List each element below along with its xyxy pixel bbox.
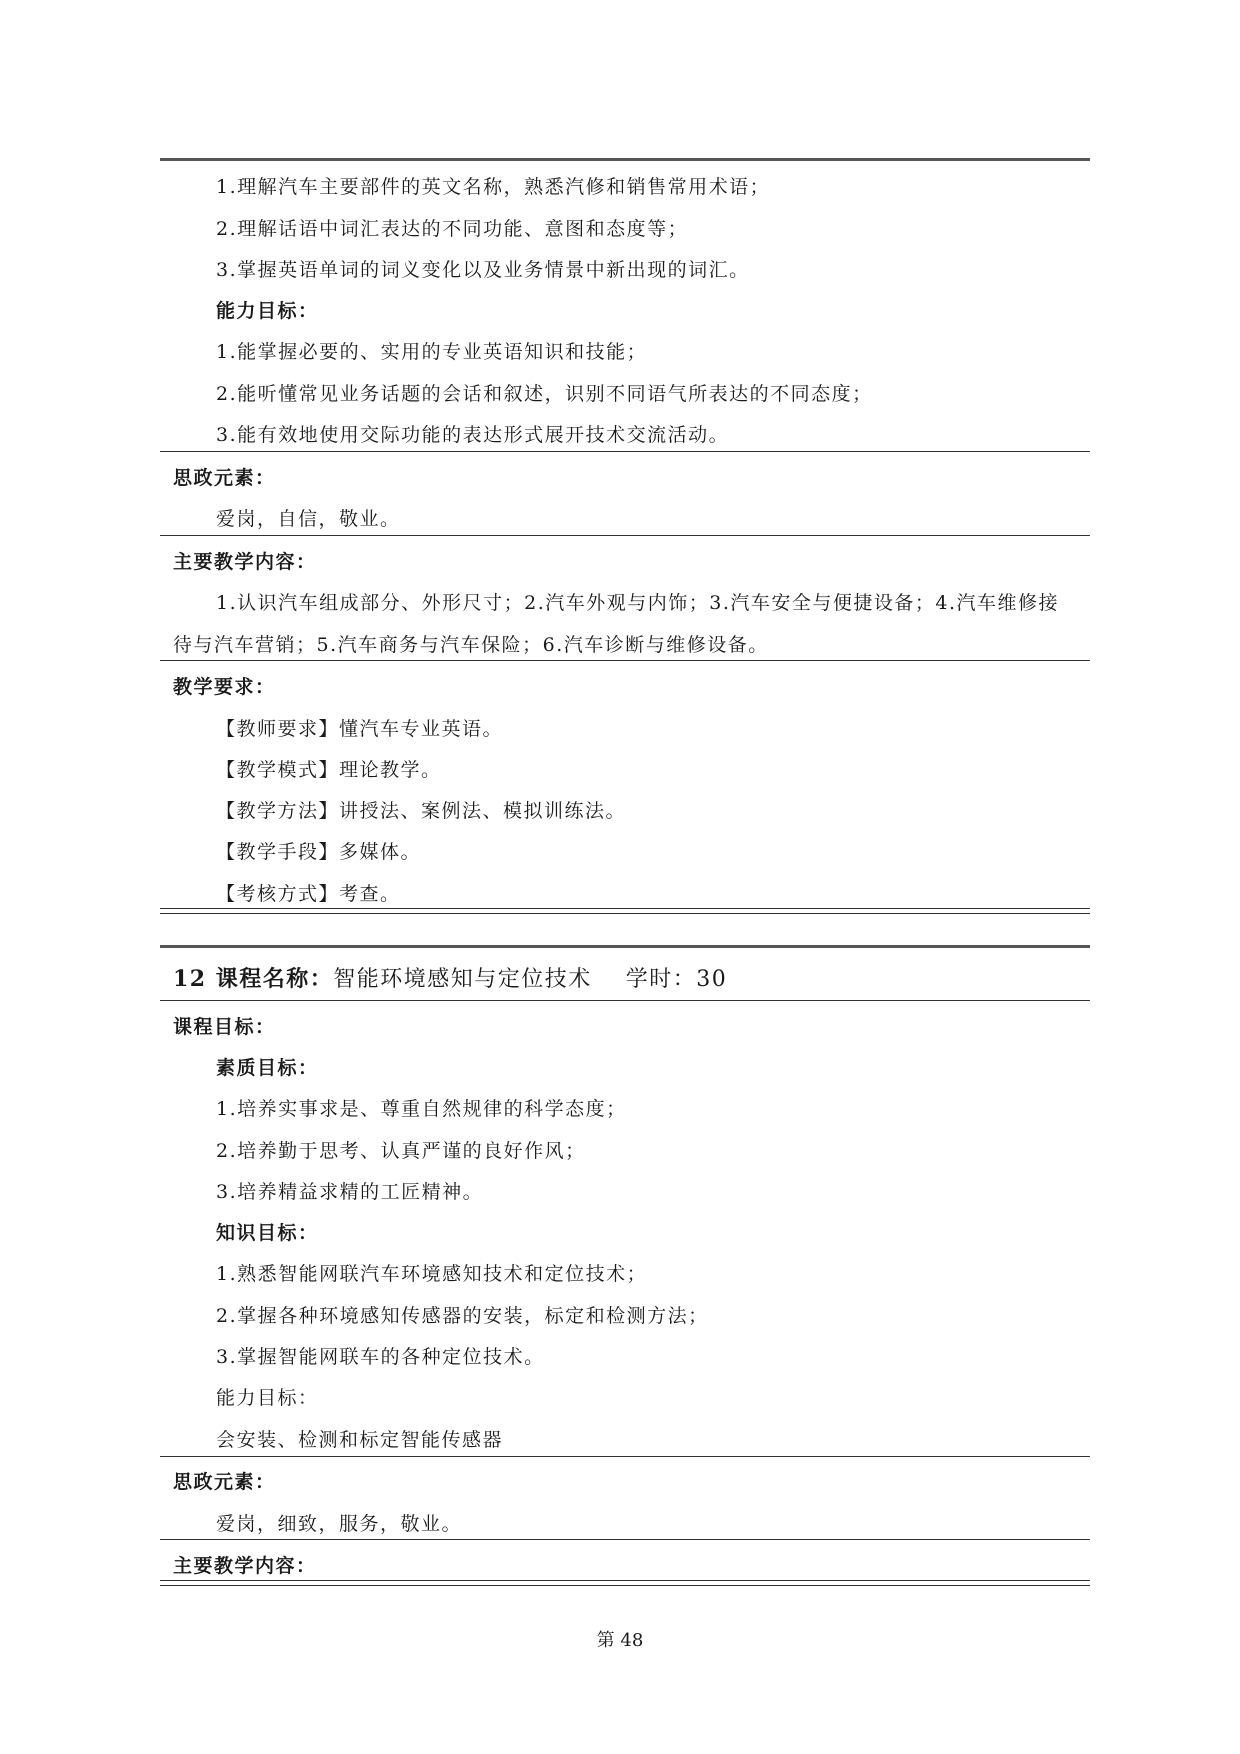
ability-text: 会安装、检测和标定智能传感器 (216, 1429, 504, 1451)
quality-item-2: 2.培养勤于思考、认真严谨的良好作风； (216, 1140, 586, 1162)
requirement-means: 【教学手段】多媒体。 (216, 841, 422, 863)
knowledge-heading: 知识目标： (216, 1222, 319, 1244)
table-top-border (160, 158, 1090, 161)
ideology-heading: 思政元素： (173, 1471, 276, 1493)
ability-heading: 能力目标： (216, 300, 319, 322)
knowledge-item-2: 2.掌握各种环境感知传感器的安装，标定和检测方法； (216, 1305, 709, 1327)
quality-item-3: 3.培养精益求精的工匠精神。 (216, 1181, 484, 1203)
ability-item-3: 3.能有效地使用交际功能的表达形式展开技术交流活动。 (216, 424, 730, 446)
page-number: 第 48 (596, 1630, 644, 1651)
quality-item-1: 1.培养实事求是、尊重自然规律的科学态度； (216, 1098, 627, 1120)
ability-item-2: 2.能听懂常见业务话题的会话和叙述，识别不同语气所表达的不同态度； (216, 383, 873, 405)
ability-item-1: 1.能掌握必要的、实用的专业英语知识和技能； (216, 341, 648, 363)
ideology-text: 爱岗，细致，服务，敬业。 (216, 1513, 463, 1535)
quality-heading: 素质目标： (216, 1057, 319, 1079)
knowledge-item-3: 3.掌握英语单词的词义变化以及业务情景中新出现的词汇。 (216, 259, 750, 281)
content-line-1: 1.认识汽车组成部分、外形尺寸；2.汽车外观与内饰；3.汽车安全与便捷设备；4.汽车维修接 (216, 592, 1060, 614)
hours-value: 30 (696, 967, 728, 992)
requirement-assessment: 【考核方式】考查。 (216, 883, 401, 905)
goals-heading: 课程目标： (173, 1016, 276, 1038)
content-line-2: 待与汽车营销；5.汽车商务与汽车保险；6.汽车诊断与维修设备。 (173, 634, 769, 656)
course-name: 智能环境感知与定位技术 (333, 967, 592, 992)
row-divider (160, 660, 1090, 661)
knowledge-item-1: 1.理解汽车主要部件的英文名称，熟悉汽修和销售常用术语； (216, 176, 771, 198)
course-number-label: 12 课程名称： (173, 966, 334, 992)
hours-label: 学时： (625, 967, 697, 992)
table-bottom-border (160, 908, 1090, 914)
course-title (173, 966, 727, 993)
content-heading: 主要教学内容： (173, 1555, 317, 1577)
ability-heading: 能力目标： (216, 1387, 319, 1409)
row-divider (160, 535, 1090, 536)
requirements-heading: 教学要求： (173, 676, 276, 698)
ideology-heading: 思政元素： (173, 467, 276, 489)
content-heading: 主要教学内容： (173, 551, 317, 573)
knowledge-item-1: 1.熟悉智能网联汽车环境感知技术和定位技术； (216, 1263, 648, 1285)
knowledge-item-2: 2.理解话语中词汇表达的不同功能、意图和态度等； (216, 218, 689, 240)
row-divider (160, 1456, 1090, 1457)
requirement-teacher: 【教师要求】懂汽车专业英语。 (216, 718, 504, 740)
knowledge-item-3: 3.掌握智能网联车的各种定位技术。 (216, 1346, 545, 1368)
requirement-method: 【教学方法】讲授法、案例法、模拟训练法。 (216, 800, 627, 822)
ideology-text: 爱岗，自信，敬业。 (216, 508, 401, 530)
row-divider (160, 1000, 1090, 1001)
table-top-border (160, 945, 1090, 948)
table-bottom-border (160, 1580, 1090, 1586)
row-divider (160, 1539, 1090, 1540)
row-divider (160, 451, 1090, 452)
requirement-mode: 【教学模式】理论教学。 (216, 759, 442, 781)
